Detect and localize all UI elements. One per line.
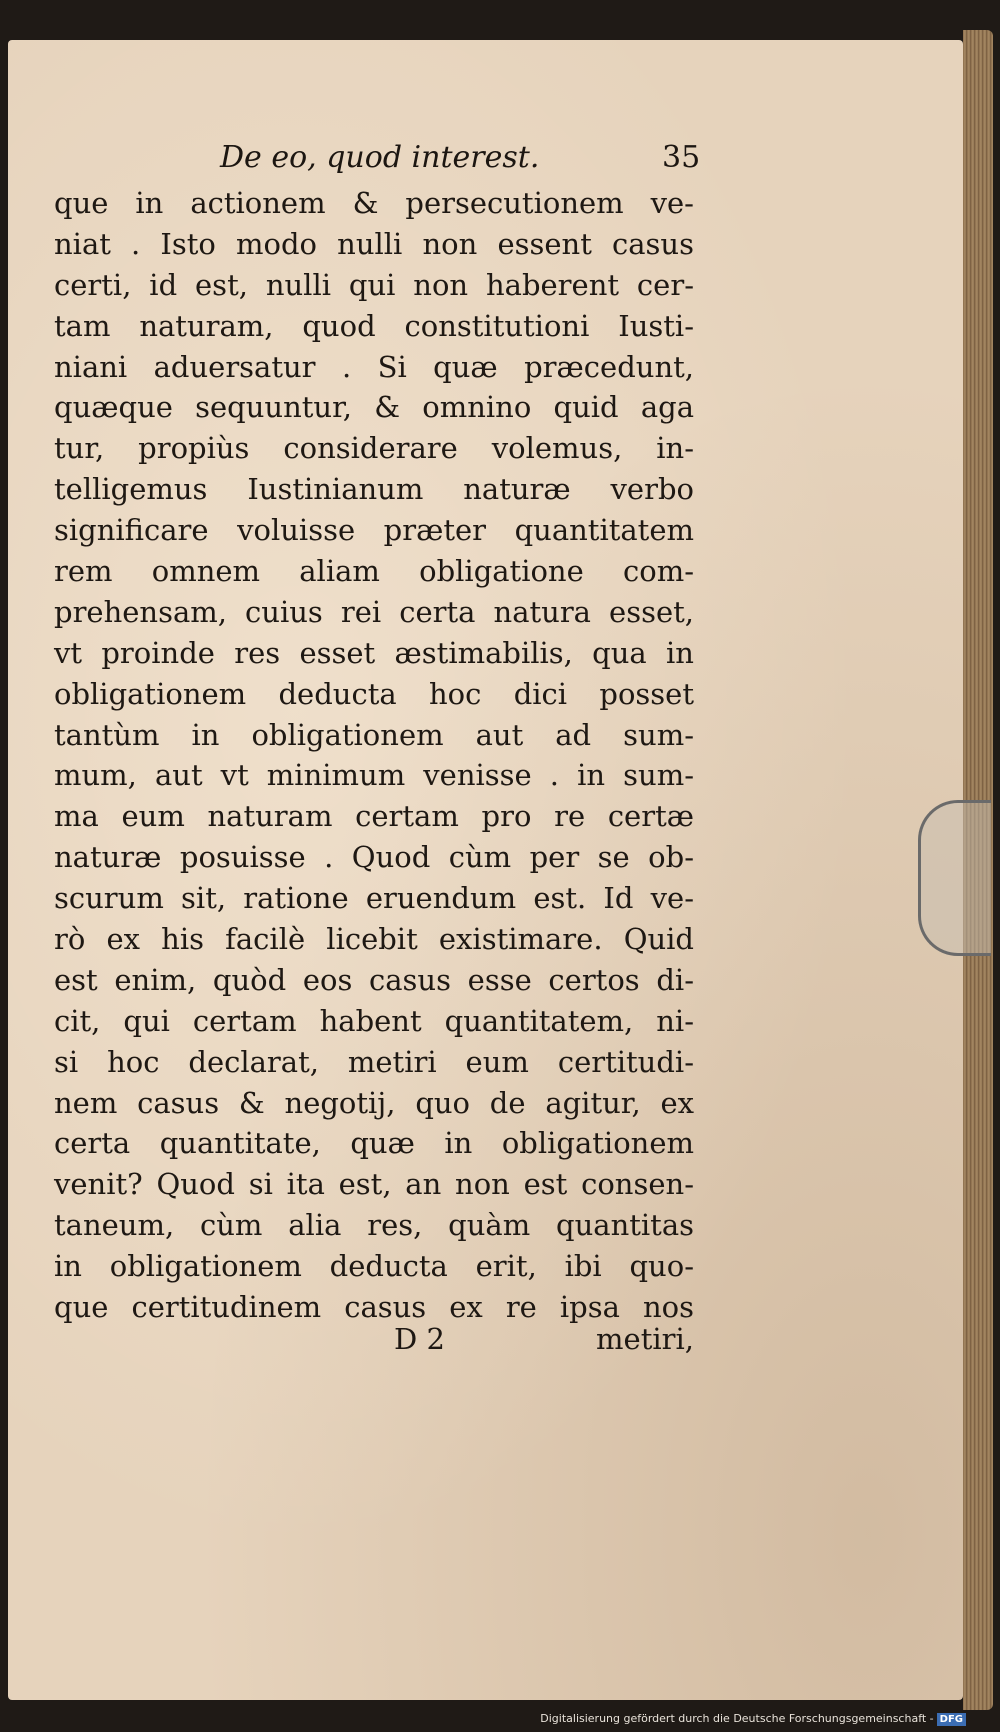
text-line: tur, propiùs considerare volemus, in- [54, 431, 694, 466]
text-line: que in actionem & persecutionem ve- [54, 186, 694, 220]
paper-clip-tab [918, 800, 991, 956]
text-line: certi, id est, nulli qui non haberent cer- [54, 267, 694, 302]
body-text [54, 183, 694, 1328]
text-line: telligemus Iustinianum naturæ verbo [54, 472, 694, 507]
text-line: niat . Isto modo nulli non essent casus [54, 226, 694, 261]
text-line: naturæ posuisse . Quod cùm per se ob- [54, 840, 694, 875]
page-number: 35 [662, 140, 701, 175]
text-line: tam naturam, quod constitutioni Iusti- [54, 308, 694, 343]
text-line: si hoc declarat, metiri eum certitudi- [54, 1044, 694, 1079]
text-line: rò ex his facilè licebit existimare. Quid [54, 922, 694, 957]
text-line: est enim, quòd eos casus esse certos di- [54, 962, 694, 997]
text-line: vt proinde res esset æstimabilis, qua in [54, 635, 694, 670]
digitization-credit [540, 1712, 966, 1726]
text-line: in obligationem deducta erit, ibi quo- [54, 1249, 694, 1284]
text-line: prehensam, cuius rei certa natura esset, [54, 594, 694, 629]
catchword: metiri, [596, 1322, 694, 1356]
text-line: mum, aut vt minimum venisse . in sum- [54, 758, 694, 793]
page-footer [54, 1322, 694, 1362]
page-header [220, 140, 720, 180]
running-title: De eo, quod interest. [220, 140, 540, 175]
text-line: ma eum naturam certam pro re certæ [54, 799, 694, 834]
text-line: rem omnem aliam obligatione com- [54, 554, 694, 589]
text-line: nem casus & negotij, quo de agitur, ex [54, 1085, 694, 1120]
text-line: significare voluisse præter quantitatem [54, 513, 694, 548]
text-line: tantùm in obligationem aut ad sum- [54, 717, 694, 752]
text-line: cit, qui certam habent quantitatem, ni- [54, 1003, 694, 1038]
text-line: taneum, cùm alia res, quàm quantitas [54, 1208, 694, 1243]
text-line: niani aduersatur . Si quæ præcedunt, [54, 349, 694, 384]
text-line: scurum sit, ratione eruendum est. Id ve- [54, 881, 694, 916]
text-line: certa quantitate, quæ in obligationem [54, 1126, 694, 1161]
text-line: obligationem deducta hoc dici posset [54, 676, 694, 711]
signature-mark: D 2 [394, 1322, 445, 1356]
text-line: que certitudinem casus ex re ipsa nos [54, 1290, 694, 1325]
text-line: quæque sequuntur, & omnino quid aga [54, 390, 694, 425]
dfg-logo: DFG [937, 1713, 966, 1726]
text-line: venit? Quod si ita est, an non est consen- [54, 1167, 694, 1202]
credit-text: Digitalisierung gefördert durch die Deutsche Forschungsgemeinschaft - [540, 1712, 934, 1725]
